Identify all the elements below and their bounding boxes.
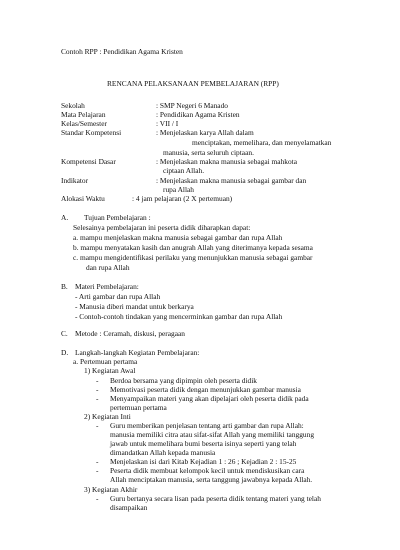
kegiatan-inti-item-cont: jawab untuk memelihara bumi beserta isinya seperti yang telah: [110, 439, 297, 448]
kegiatan-inti-item-cont: dimandatkan Allah kepada manusia: [110, 448, 216, 457]
document-title: RENCANA PELAKSANAAN PEMBELAJARAN (RPP): [107, 79, 279, 88]
kegiatan-inti-title: 2) Kegiatan Inti: [84, 412, 131, 421]
section-a-item-cont: dan rupa Allah: [86, 263, 130, 272]
section-d-title: Langkah-langkah Kegiatan Pembelajaran:: [75, 348, 200, 357]
section-d-letter: D.: [61, 348, 69, 357]
kegiatan-inti-item: Peserta didik membuat kelompok kecil untuk mendiskusikan cara: [110, 466, 305, 475]
kegiatan-awal-title: 1) Kegiatan Awal: [84, 366, 136, 375]
bullet-dash: -: [96, 376, 99, 385]
document-heading-contoh: Contoh RPP : Pendidikan Agama Kristen: [61, 47, 183, 56]
section-b-item: - Manusia diberi mandat untuk berkarya: [75, 302, 194, 311]
bullet-dash: -: [96, 385, 99, 394]
bullet-dash: -: [96, 421, 99, 430]
section-b-item: - Arti gambar dan rupa Allah: [75, 292, 161, 301]
bullet-dash: -: [96, 494, 99, 503]
value-alokasi-waktu: : 4 jam pelajaran (2 X pertemuan): [132, 194, 233, 203]
value-kompetensi-dasar-1: : Menjelaskan makna manusia sebagai mahkota: [156, 157, 297, 166]
label-mata-pelajaran: Mata Pelajaran: [61, 110, 106, 119]
value-indikator-1: : Menjelaskan makna manusia sebagai gambar dan: [156, 176, 307, 185]
section-a-intro: Selesainya pembelajaran ini peserta didik diharapkan dapat:: [73, 223, 251, 232]
value-mata-pelajaran: : Pendidikan Agama Kristen: [156, 110, 240, 119]
section-a-title: Tujuan Pembelajaran :: [84, 213, 151, 222]
kegiatan-akhir-item-cont: disampaikan: [110, 503, 148, 512]
bullet-dash: -: [96, 394, 99, 403]
label-alokasi-waktu: Alokasi Waktu: [61, 194, 105, 203]
value-kompetensi-dasar-2: ciptaan Allah.: [163, 166, 205, 175]
section-a-letter: A.: [61, 213, 69, 222]
section-c-letter: C.: [61, 329, 68, 338]
kegiatan-inti-item-cont: Allah menciptakan manusia, serta tanggung jawabnya kepada Allah.: [110, 475, 313, 484]
label-standar-kompetensi: Standar Kompetensi: [61, 128, 122, 137]
bullet-dash: -: [96, 466, 99, 475]
kegiatan-awal-item: Menyampaikan materi yang akan dipelajari oleh peserta didik pada: [110, 394, 309, 403]
section-d-pertemuan: a. Pertemuan pertama: [73, 357, 138, 366]
kegiatan-inti-item-cont: manusia memiliki citra atau sifat-sifat Allah yang memiliki tanggung: [110, 430, 315, 439]
value-standar-kompetensi-3: manusia, serta seluruh ciptaan.: [163, 148, 254, 157]
label-sekolah: Sekolah: [61, 101, 85, 110]
label-indikator: Indikator: [61, 176, 89, 185]
section-b-letter: B.: [61, 282, 68, 291]
kegiatan-akhir-title: 3) Kegiatan Akhir: [84, 485, 138, 494]
kegiatan-inti-item: Guru memberikan penjelasan tentang arti gambar dan rupa Allah:: [110, 421, 304, 430]
section-b-item: - Contoh-contoh tindakan yang mencerminkan gambar dan rupa Allah: [75, 312, 283, 321]
kegiatan-awal-item: Memotivasi peserta didik dengan menunjukkan gambar manusia: [110, 385, 301, 394]
value-indikator-2: rupa Allah: [163, 185, 194, 194]
value-sekolah: : SMP Negeri 6 Manado: [156, 101, 228, 110]
label-kompetensi-dasar: Kompetensi Dasar: [61, 157, 116, 166]
value-standar-kompetensi-1: : Menjelaskan karya Allah dalam: [156, 128, 254, 137]
label-kelas-semester: Kelas/Semester: [61, 119, 107, 128]
kegiatan-akhir-item: Guru bertanya secara lisan pada peserta didik tentang materi yang telah: [110, 494, 321, 503]
kegiatan-awal-item-cont: pertemuan pertama: [110, 403, 167, 412]
kegiatan-inti-item: Menjelaskan isi dari Kitab Kejadian 1 : 26 ; Kejadian 2 : 15-25: [110, 457, 297, 466]
bullet-dash: -: [96, 457, 99, 466]
section-c-text: Metode : Ceramah, diskusi, peragaan: [75, 329, 186, 338]
section-b-title: Materi Pembelajaran:: [75, 282, 139, 291]
value-kelas-semester: : VII / I: [156, 119, 179, 128]
value-standar-kompetensi-2: menciptakan, memelihara, dan menyelamatkan: [192, 138, 332, 147]
section-a-item: c. mampu mengidentifikasi perilaku yang menunjukkan manusia sebagai gambar: [73, 253, 313, 262]
section-a-item: a. mampu menjelaskan makna manusia sebagai gambar dan rupa Allah: [73, 233, 283, 242]
kegiatan-awal-item: Berdoa bersama yang dipimpin oleh peserta didik: [110, 376, 257, 385]
section-a-item: b. mampu menyatakan kasih dan anugrah Allah yang diterimanya kepada sesama: [73, 243, 313, 252]
